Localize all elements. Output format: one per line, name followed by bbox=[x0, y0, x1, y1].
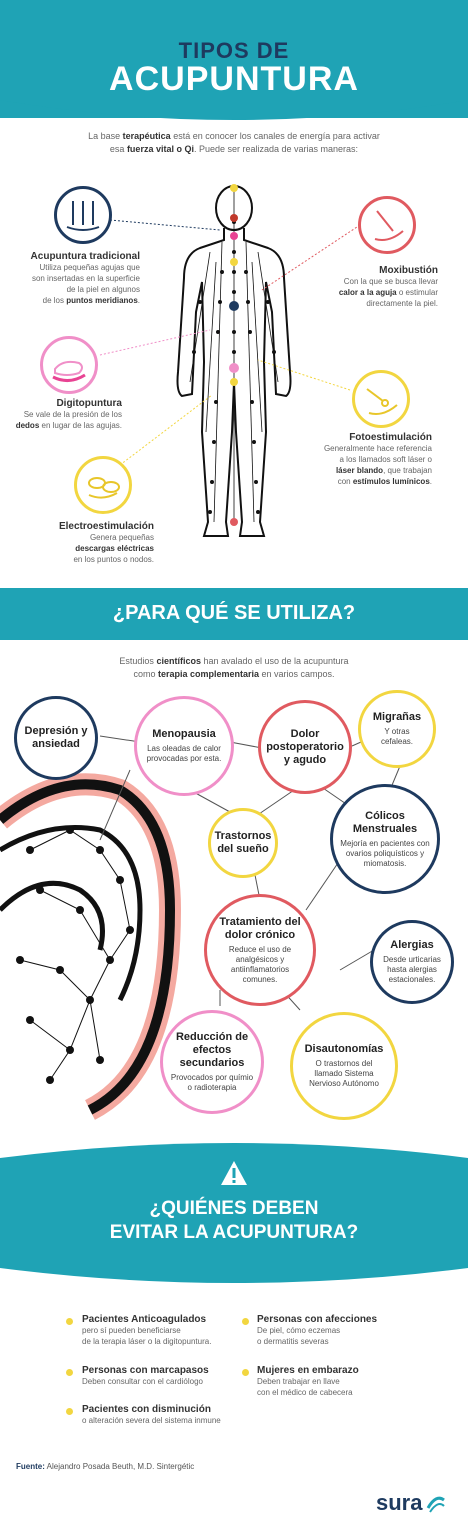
avoid-item-embarazo: Mujeres en embarazo Deben trabajar en llave con el médico de cabecera bbox=[257, 1365, 359, 1397]
warning-triangle-icon bbox=[220, 1160, 248, 1186]
bullet-dot bbox=[66, 1408, 73, 1415]
avoid-heading-1: ¿QUIÉNES DEBEN bbox=[149, 1198, 319, 1219]
intro-text: La base terapéutica está en conocer los canales de energía para activar esa fuerza vital o Qi. Puede ser realizada de varias maneras: bbox=[88, 131, 380, 154]
type-tradicional: Acupuntura tradicional Utiliza pequeñas agujas que son insertadas en la superficie de la piel en algunos de los puntos meridianos. bbox=[30, 251, 140, 305]
use-trastornos-sueno: Trastornos del sueño bbox=[208, 808, 278, 878]
use-depresion: Depresión y ansiedad bbox=[14, 696, 98, 780]
uses-heading: ¿PARA QUÉ SE UTILIZA? bbox=[112, 602, 356, 624]
use-menopausia: Menopausia Las oleadas de calor provocadas por esta. bbox=[134, 696, 234, 796]
needles-icon bbox=[54, 186, 112, 244]
title-line1: TIPOS DE bbox=[178, 38, 290, 63]
use-migranas: Migrañas Y otras cefaleas. bbox=[358, 690, 436, 768]
avoid-item-marcapasos: Personas con marcapasos Deben consultar con el cardiólogo bbox=[82, 1365, 209, 1386]
sura-logo: sura bbox=[376, 1490, 446, 1516]
electrodes-icon bbox=[74, 456, 132, 514]
header-wave bbox=[0, 100, 468, 130]
bullet-dot bbox=[66, 1369, 73, 1376]
use-alergias: Alergias Desde urticarias hasta alergias estacionales. bbox=[370, 920, 454, 1004]
source-line: Fuente: Alejandro Posada Beuth, M.D. Sintergétic bbox=[16, 1462, 195, 1471]
type-moxibustion: Moxibustión Con la que se busca llevar calor a la aguja o estimular directamente la piel. bbox=[338, 265, 438, 308]
uses-intro: Estudios científicos han avalado el uso de la acupuntura como terapia complementaria en varios campos. bbox=[119, 656, 349, 679]
bullet-dot bbox=[242, 1369, 249, 1376]
use-disautonomias: Disautonomías O trastornos del llamado Sistema Nervioso Autónomo bbox=[290, 1012, 398, 1120]
laser-pen-icon bbox=[352, 370, 410, 428]
type-digitopuntura: Digitopuntura Se vale de la presión de los dedos en lugar de las agujas. bbox=[15, 398, 122, 430]
type-electro: Electroestimulación Genera pequeñas descargas eléctricas en los puntos o nodos. bbox=[58, 521, 154, 564]
bullet-dot bbox=[66, 1318, 73, 1325]
title-line2: ACUPUNTURA bbox=[109, 60, 359, 98]
use-dolor-postoperatorio: Dolor postoperatorio y agudo bbox=[258, 700, 352, 794]
fingertip-icon bbox=[40, 336, 98, 394]
use-colicos: Cólicos Menstruales Mejoría en pacientes con ovarios poliquísticos y miomatosis. bbox=[330, 784, 440, 894]
avoid-item-afecciones: Personas con afecciones De piel, cómo eczemas o dermatitis severas bbox=[257, 1314, 378, 1346]
avoid-item-inmune: Pacientes con disminución o alteración severa del sistema inmune bbox=[82, 1404, 221, 1425]
bullet-dot bbox=[242, 1318, 249, 1325]
type-foto: Fotoestimulación Generalmente hace referencia a los llamados soft láser o láser blando, que trabajan con estímulos lumínicos. bbox=[323, 432, 432, 486]
use-reduccion: Reducción de efectos secundarios Provocados por químio o radioterapia bbox=[160, 1010, 264, 1114]
use-dolor-cronico: Tratamiento del dolor crónico Reduce el uso de analgésicos y antiinflamatorios comunes. bbox=[204, 894, 316, 1006]
avoid-heading-2: EVITAR LA ACUPUNTURA? bbox=[109, 1222, 359, 1243]
avoid-item-anticoagulados: Pacientes Anticoagulados pero sí pueden beneficiarse de la terapia láser o la digitopuntura. bbox=[82, 1314, 212, 1346]
moxa-stick-icon bbox=[358, 196, 416, 254]
sura-swirl-icon bbox=[424, 1492, 446, 1514]
